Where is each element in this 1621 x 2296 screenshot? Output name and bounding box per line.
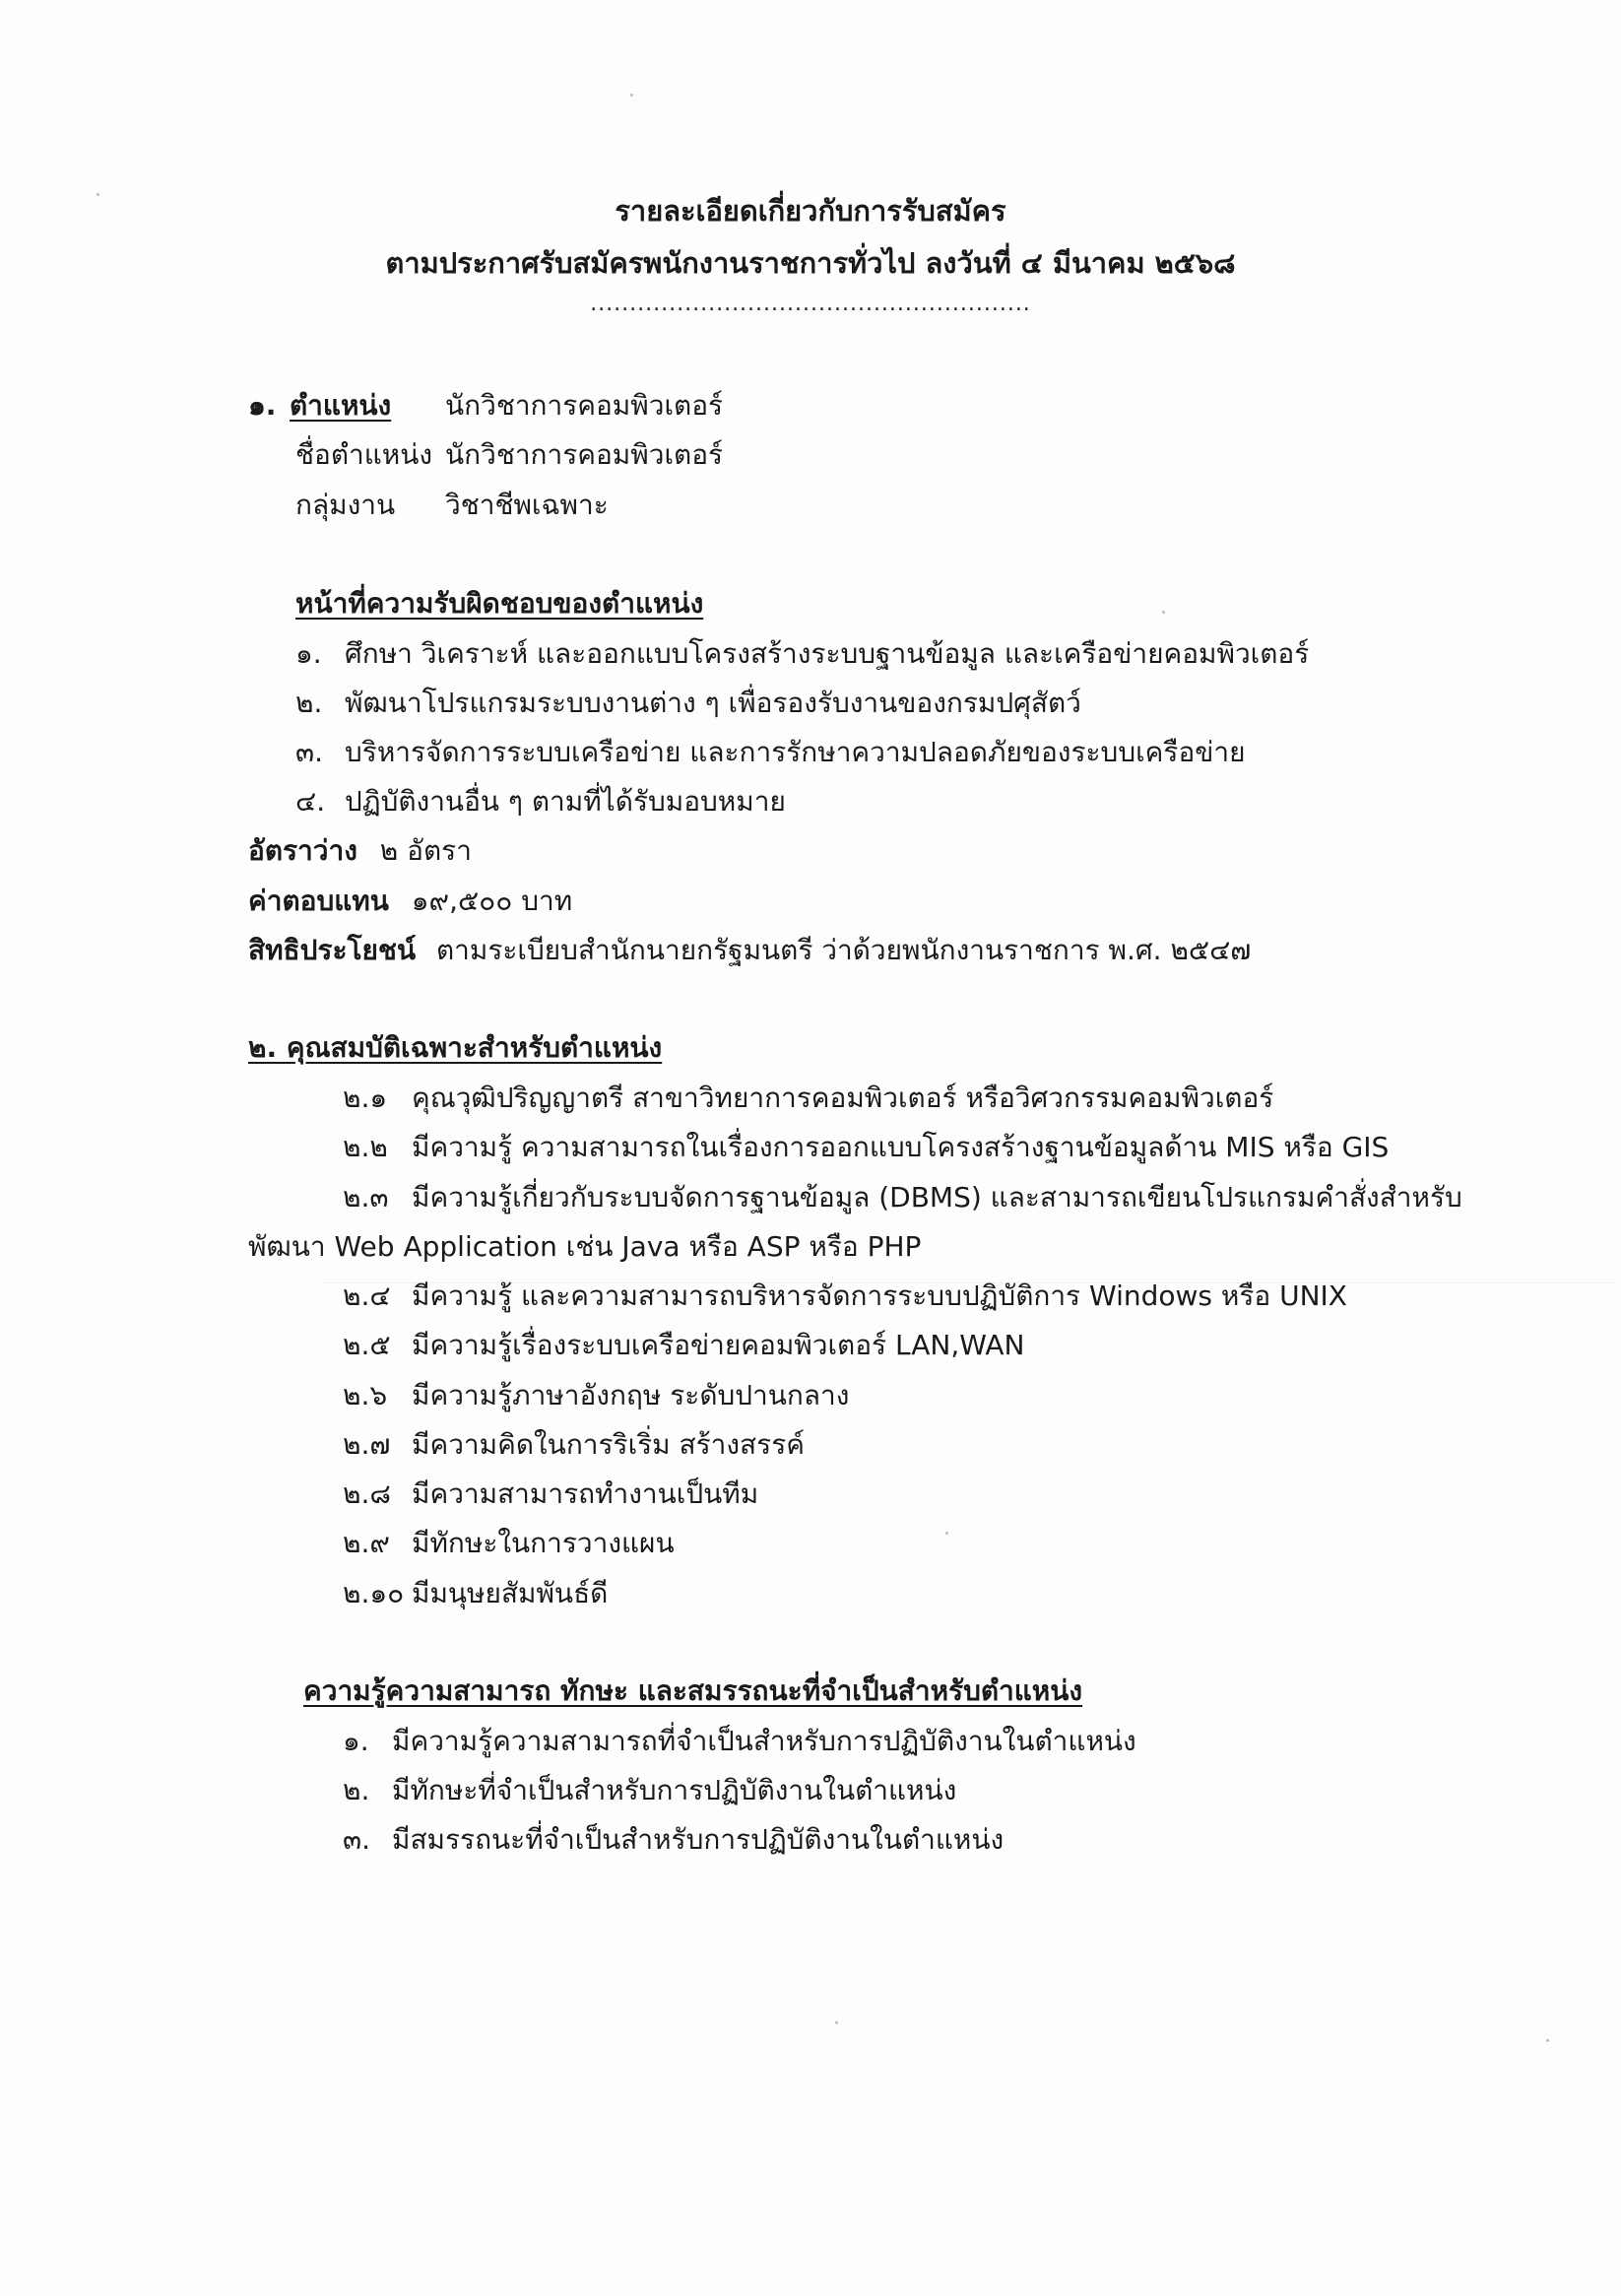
position-name-value: นักวิชาการคอมพิวเตอร์ (445, 438, 724, 471)
scan-speck (1546, 2039, 1549, 2042)
qualification-number: ๒.๗ (343, 1428, 391, 1461)
group-value: วิชาชีพเฉพาะ (445, 489, 609, 521)
qualification-text: มีความรู้เกี่ยวกับระบบจัดการฐานข้อมูล (DBMS) และสามารถเขียนโปรแกรมคำสั่งสำหรับ (412, 1181, 1462, 1214)
qualification-text: มีมนุษยสัมพันธ์ดี (412, 1577, 609, 1609)
vacancy-label: อัตราว่าง (248, 834, 357, 867)
competency-number: ๑. (343, 1725, 369, 1757)
duty-item-number: ๔. (295, 785, 326, 818)
duty-item-number: ๑. (295, 637, 322, 670)
qualification-text: มีความรู้เรื่องระบบเครือข่ายคอมพิวเตอร์ LAN,WAN (412, 1329, 1025, 1361)
qualification-number: ๒.๖ (343, 1379, 388, 1411)
duty-item-text: ศึกษา วิเคราะห์ และออกแบบโครงสร้างระบบฐานข้อมูล และเครือข่ายคอมพิวเตอร์ (345, 637, 1310, 670)
vacancy-row (248, 831, 472, 871)
qualification-number: ๒.๔ (343, 1279, 391, 1312)
group-label: กลุ่มงาน (295, 489, 396, 521)
scan-speck (945, 1532, 948, 1535)
qualification-continuation: พัฒนา Web Application เช่น Java หรือ ASP หรือ PHP (248, 1230, 922, 1263)
section-1-number: ๑. (248, 389, 277, 422)
competency-number: ๓. (343, 1823, 371, 1856)
qualification-text: มีความรู้ และความสามารถบริหารจัดการระบบปฏิบัติการ Windows หรือ UNIX (412, 1279, 1347, 1312)
qualification-text: คุณวุฒิปริญญาตรี สาขาวิทยาการคอมพิวเตอร์ หรือวิศวกรรมคอมพิวเตอร์ (412, 1082, 1274, 1114)
qualification-number: ๒.๒ (343, 1131, 388, 1163)
qualification-number: ๒.๕ (343, 1329, 391, 1361)
scan-speck (1162, 611, 1165, 614)
document-title: รายละเอียดเกี่ยวกับการรับสมัคร (615, 194, 1006, 228)
benefits-value: ตามระเบียบสำนักนายกรัฐมนตรี ว่าด้วยพนักงานราชการ พ.ศ. ๒๕๔๗ (435, 934, 1252, 966)
qualification-number: ๒.๙ (343, 1527, 390, 1559)
compensation-label: ค่าตอบแทน (248, 885, 389, 917)
compensation-value: ๑๙,๕๐๐ บาท (411, 885, 573, 917)
qualification-text: มีความคิดในการริเริ่ม สร้างสรรค์ (412, 1428, 805, 1461)
competency-number: ๒. (343, 1774, 370, 1806)
qualification-number: ๒.๘ (343, 1477, 391, 1510)
document-subtitle: ตามประกาศรับสมัครพนักงานราชการทั่วไป ลงวันที่ ๔ มีนาคม ๒๕๖๘ (385, 246, 1236, 280)
header-dotted-rule: ........................................................ (590, 292, 1031, 316)
duty-item-number: ๒. (295, 687, 323, 719)
qualification-text: มีความรู้ภาษาอังกฤษ ระดับปานกลาง (412, 1379, 850, 1411)
duty-item-text: ปฏิบัติงานอื่น ๆ ตามที่ได้รับมอบหมาย (345, 785, 786, 818)
qualification-number: ๒.๑๐ (343, 1577, 405, 1609)
qualification-text: มีทักษะในการวางแผน (412, 1527, 675, 1559)
duty-item-number: ๓. (295, 736, 324, 768)
qualification-number: ๒.๑ (343, 1082, 388, 1114)
duty-item-text: พัฒนาโปรแกรมระบบงานต่าง ๆ เพื่อรองรับงานของกรมปศุสัตว์ (345, 687, 1081, 719)
duty-item-text: บริหารจัดการระบบเครือข่าย และการรักษาความปลอดภัยของระบบเครือข่าย (345, 736, 1246, 768)
qualification-text: มีความสามารถทำงานเป็นทีม (412, 1477, 759, 1510)
competency-heading: ความรู้ความสามารถ ทักษะ และสมรรถนะที่จำเป็นสำหรับตำแหน่ง (303, 1674, 1083, 1707)
competency-text: มีสมรรถนะที่จำเป็นสำหรับการปฏิบัติงานในตำแหน่ง (392, 1823, 1005, 1856)
qualification-number: ๒.๓ (343, 1181, 389, 1214)
qualification-text: มีความรู้ ความสามารถในเรื่องการออกแบบโครงสร้างฐานข้อมูลด้าน MIS หรือ GIS (412, 1131, 1390, 1163)
benefits-label: สิทธิประโยชน์ (248, 934, 417, 966)
competency-text: มีทักษะที่จำเป็นสำหรับการปฏิบัติงานในตำแหน่ง (392, 1774, 957, 1806)
position-value: นักวิชาการคอมพิวเตอร์ (445, 389, 724, 422)
scan-speck (630, 94, 633, 97)
benefits-row (248, 931, 1251, 970)
competency-text: มีความรู้ความสามารถที่จำเป็นสำหรับการปฏิบัติงานในตำแหน่ง (392, 1725, 1136, 1757)
position-label: ตำแหน่ง (290, 389, 392, 422)
vacancy-value: ๒ อัตรา (379, 834, 472, 867)
duties-heading: หน้าที่ความรับผิดชอบของตำแหน่ง (295, 587, 704, 620)
qualifications-heading: ๒. คุณสมบัติเฉพาะสำหรับตำแหน่ง (248, 1031, 663, 1064)
position-name-label: ชื่อตำแหน่ง (295, 438, 433, 471)
scan-speck (835, 2021, 838, 2024)
compensation-row (248, 882, 572, 921)
